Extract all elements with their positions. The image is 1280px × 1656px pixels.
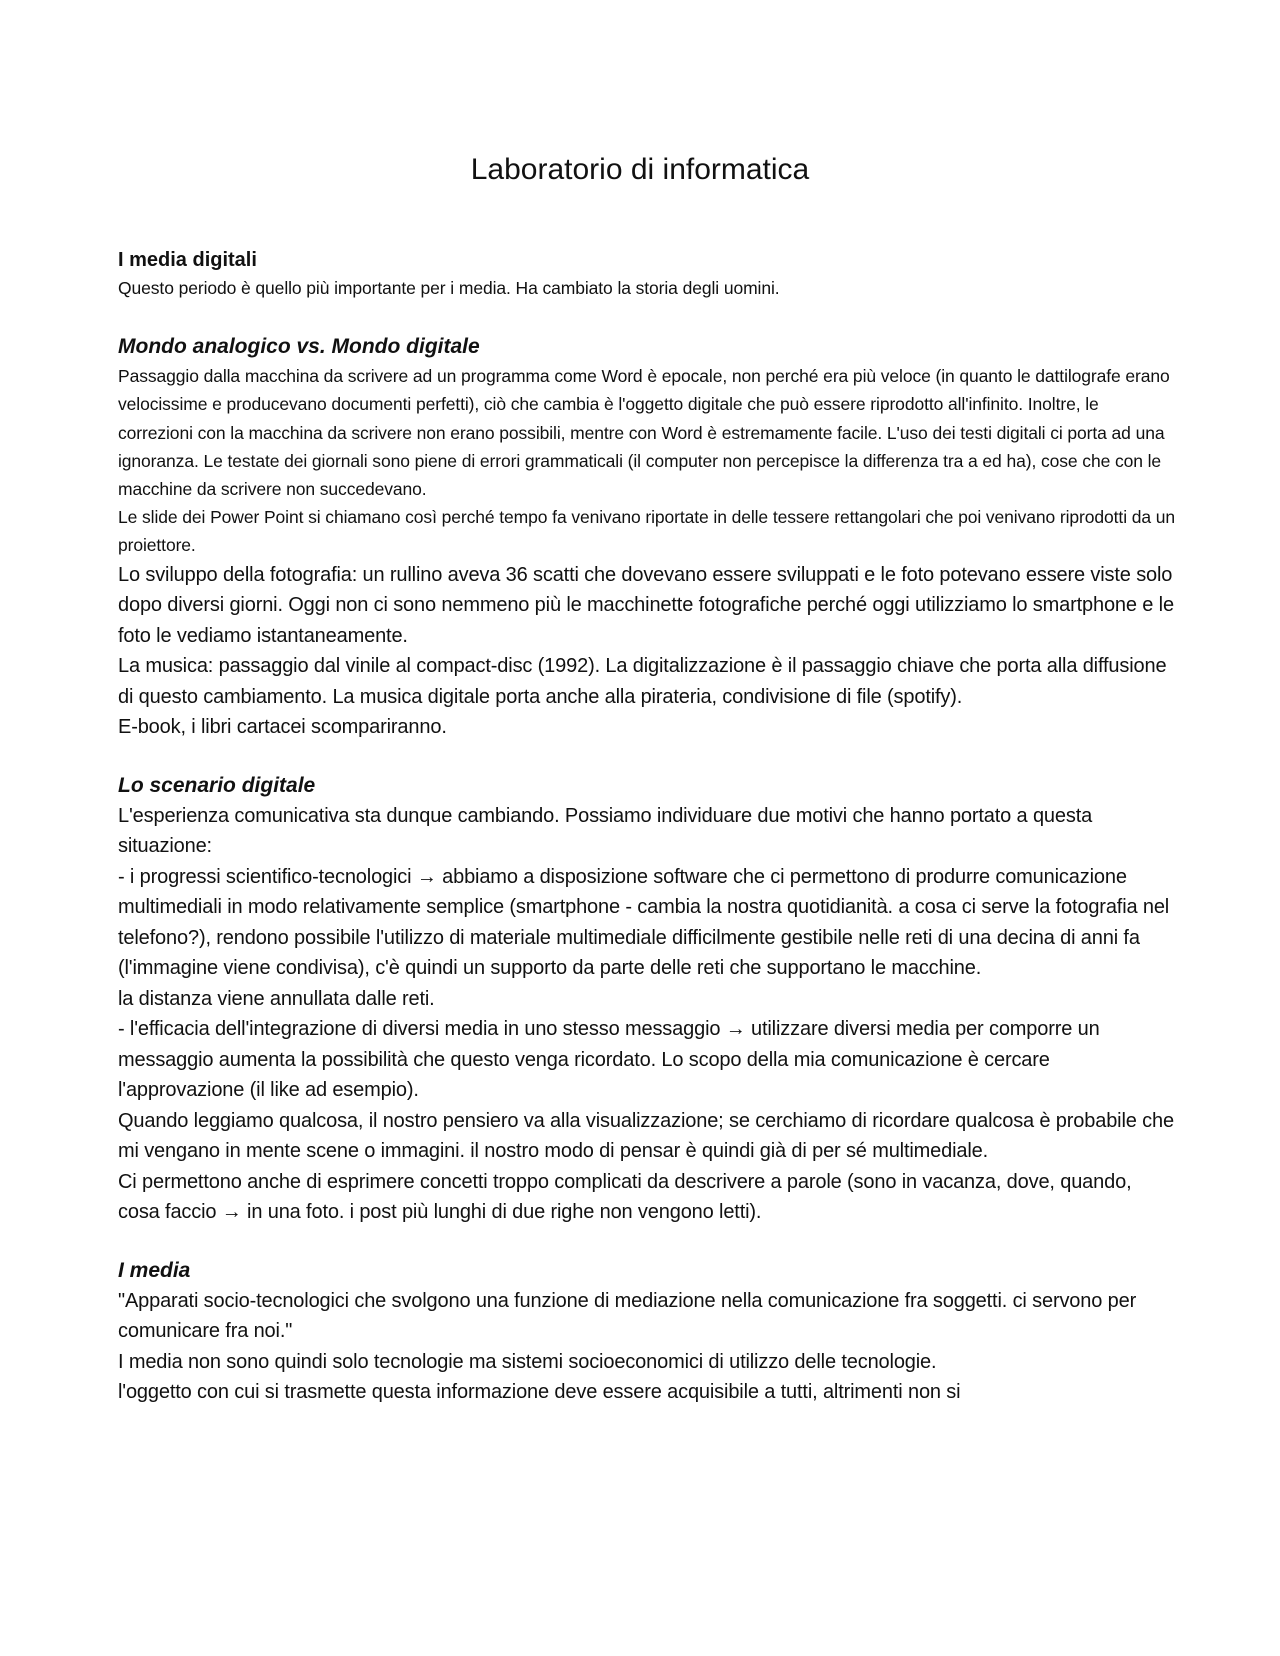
section-heading-scenario-digitale: Lo scenario digitale <box>118 773 316 797</box>
paragraph: - i progressi scientifico-tecnologici → abbiamo a disposizione software che ci permettono di produrre comunicazione multimediali in modo relativamente semplice (smartphone - cambia la nostra quotidianità. a cosa ci serve la fotografia nel telefono?), rendono possibile l'utilizzo di materiale multimediale difficilmente gestibile nelle reti di una decina di anni fa (l'immagine viene condivisa), c'è quindi un supporto da parte delle reti che supportano le macchine. <box>118 865 1170 980</box>
paragraph: Quando leggiamo qualcosa, il nostro pensiero va alla visualizzazione; se cerchiamo di ricordare qualcosa è probabile che mi vengano in mente scene o immagini. il nostro modo di pensar è quindi già di per sé multimediale. <box>118 1109 1174 1163</box>
paragraph: L'esperienza comunicativa sta dunque cambiando. Possiamo individuare due motivi che hanno portato a questa situazione: <box>118 804 1093 858</box>
paragraph: Ci permettono anche di esprimere concetti troppo complicati da descrivere a parole (sono in vacanza, dove, quando, cosa faccio → in una foto. i post più lunghi di due righe non vengono letti). <box>118 1170 1132 1224</box>
paragraph: l'oggetto con cui si trasmette questa informazione deve essere acquisibile a tutti, altrimenti non si <box>118 1381 961 1404</box>
paragraph: I media non sono quindi solo tecnologie ma sistemi socioeconomici di utilizzo delle tecnologie. <box>118 1350 937 1373</box>
document-body <box>118 246 1178 1408</box>
paragraph: - l'efficacia dell'integrazione di diversi media in uno stesso messaggio → utilizzare diversi media per comporre un messaggio aumenta la possibilità che questo venga ricordato. Lo scopo della mia comunicazione è cercare l'approvazione (il like ad esempio). <box>118 1018 1100 1102</box>
paragraph: Le slide dei Power Point si chiamano così perché tempo fa venivano riportate in delle tessere rettangolari che poi venivano riprodotti da un proiettore. <box>118 507 1176 556</box>
paragraph: "Apparati socio-tecnologici che svolgono una funzione di mediazione nella comunicazione fra soggetti. ci servono per comunicare fra noi." <box>118 1289 1137 1343</box>
paragraph: E-book, i libri cartacei scompariranno. <box>118 716 447 739</box>
spacer <box>118 302 1178 332</box>
spacer <box>118 743 1178 771</box>
spacer <box>118 1228 1178 1256</box>
document-title: Laboratorio di informatica <box>470 153 810 186</box>
section-heading-i-media: I media <box>118 1258 191 1282</box>
paragraph: Passaggio dalla macchina da scrivere ad un programma come Word è epocale, non perché era più veloce (in quanto le dattilografe erano velocissime e producevano documenti perfetti), ciò che cambia è l'oggetto digitale che può essere riprodotto all'infinito. Inoltre, le correzioni con la macchina da scrivere non erano possibili, mentre con Word è estremamente facile. L'uso dei testi digitali ci porta ad una ignoranza. Le testate dei giornali sono piene di errori grammaticali (il computer non percepisce la differenza tra a ed ha), cose che con le macchine da scrivere non succedevano. <box>118 366 1170 500</box>
section-heading-media-digitali: I media digitali <box>118 249 257 271</box>
section-heading-analogico-digitale: Mondo analogico vs. Mondo digitale <box>118 335 480 359</box>
paragraph: Lo sviluppo della fotografia: un rullino aveva 36 scatti che dovevano essere sviluppati e le foto potevano essere viste solo dopo diversi giorni. Oggi non ci sono nemmeno più le macchinette fotografiche perché oggi utilizziamo lo smartphone e le foto le vediamo istantaneamente. <box>118 563 1174 647</box>
paragraph: Questo periodo è quello più importante per i media. Ha cambiato la storia degli uomini. <box>118 278 780 298</box>
paragraph: La musica: passaggio dal vinile al compact-disc (1992). La digitalizzazione è il passaggio chiave che porta alla diffusione di questo cambiamento. La musica digitale porta anche alla pirateria, condivisione di file (spotify). <box>118 655 1167 708</box>
paragraph: la distanza viene annullata dalle reti. <box>118 987 435 1010</box>
